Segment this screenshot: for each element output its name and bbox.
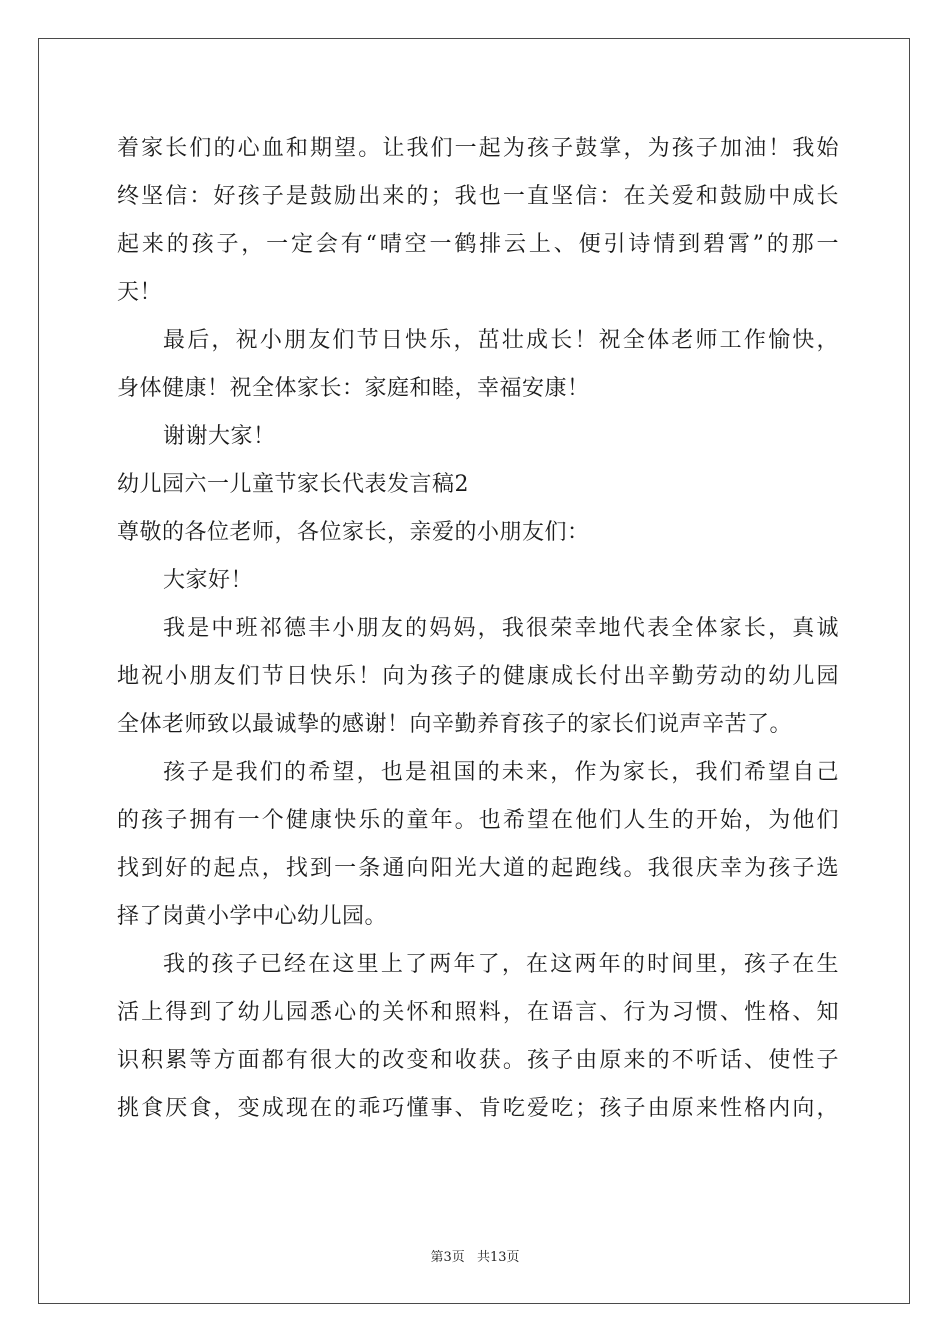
- text-line: 的孩子拥有一个健康快乐的童年。也希望在他们人生的开始，为他们: [117, 808, 839, 833]
- text-line: 终坚信：好孩子是鼓励出来的；我也一直坚信：在关爱和鼓励中成长: [117, 184, 839, 209]
- page-footer: [0, 1246, 950, 1265]
- text-line: 全体老师致以最诚挚的感谢！向辛勤养育孩子的家长们说声辛苦了。: [117, 712, 793, 737]
- text-line: 挑食厌食，变成现在的乖巧懂事、肯吃爱吃；孩子由原来性格内向，: [117, 1096, 839, 1121]
- text-line: 幼儿园六一儿童节家长代表发言稿2: [117, 472, 469, 497]
- text-line: 识积累等方面都有很大的改变和收获。孩子由原来的不听话、使性子: [117, 1048, 839, 1073]
- text-line: 最后，祝小朋友们节日快乐，茁壮成长！祝全体老师工作愉快，: [163, 328, 839, 353]
- text-line: 起来的孩子，一定会有“晴空一鹤排云上、便引诗情到碧霄”的那一: [117, 232, 839, 257]
- text-line: 择了岗黄小学中心幼儿园。: [117, 904, 388, 929]
- text-line: 孩子是我们的希望，也是祖国的未来，作为家长，我们希望自己: [163, 760, 839, 785]
- text-line: 我是中班祁德丰小朋友的妈妈，我很荣幸地代表全体家长，真诚: [163, 616, 839, 641]
- text-line: 尊敬的各位老师，各位家长，亲爱的小朋友们：: [117, 520, 590, 545]
- text-line: 身体健康！祝全体家长：家庭和睦，幸福安康！: [117, 376, 590, 401]
- text-line: 我的孩子已经在这里上了两年了，在这两年的时间里，孩子在生: [163, 952, 839, 977]
- text-line: 找到好的起点，找到一条通向阳光大道的起跑线。我很庆幸为孩子选: [117, 856, 839, 881]
- text-line: 活上得到了幼儿园悉心的关怀和照料，在语言、行为习惯、性格、知: [117, 1000, 839, 1025]
- document-body: [117, 125, 839, 1133]
- text-line: 着家长们的心血和期望。让我们一起为孩子鼓掌，为孩子加油！我始: [117, 136, 839, 161]
- page-total: 共13页: [476, 1250, 520, 1265]
- text-line: 大家好！: [163, 568, 254, 593]
- text-line: 谢谢大家！: [163, 424, 276, 449]
- text-line: 地祝小朋友们节日快乐！向为孩子的健康成长付出辛勤劳动的幼儿园: [117, 664, 839, 689]
- text-line: 天！: [117, 280, 163, 305]
- page-number: 第3页: [430, 1250, 465, 1265]
